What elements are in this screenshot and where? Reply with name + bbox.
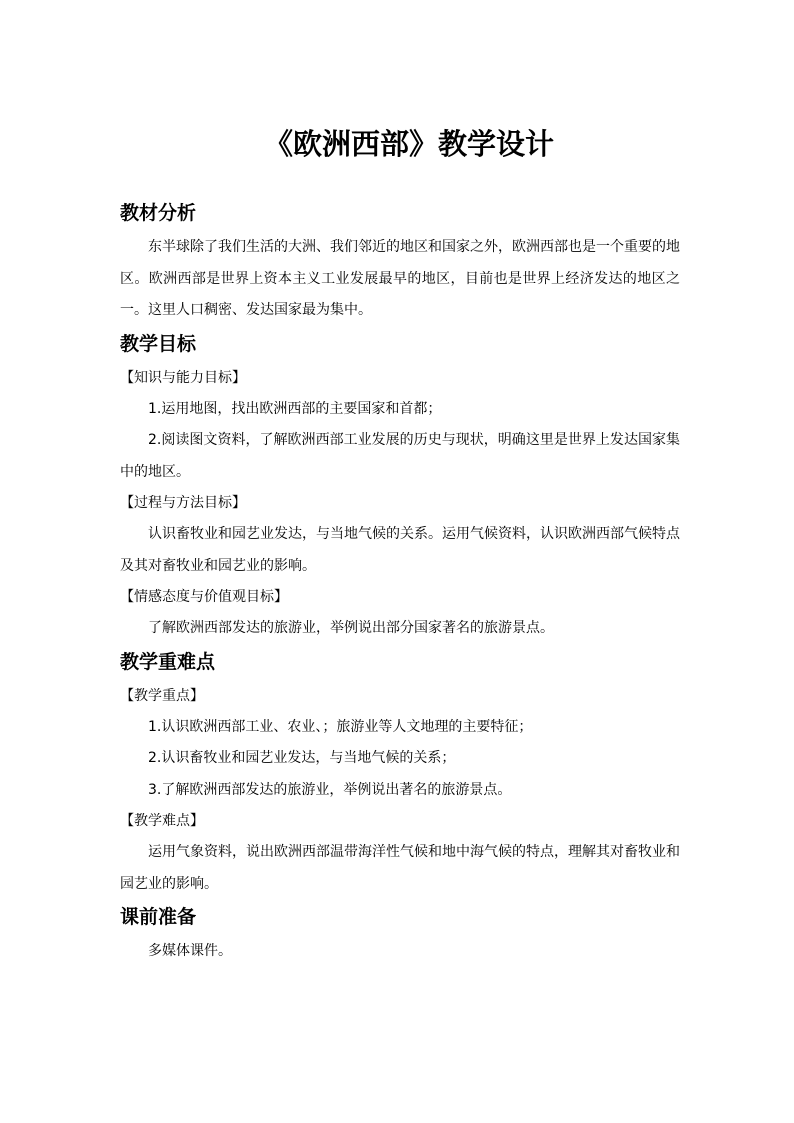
focus-item: 2.认识畜牧业和园艺业发达，与当地气候的关系；	[148, 750, 456, 766]
goal-emotion-paragraph: 了解欧洲西部发达的旅游业，举例说出部分国家著名的旅游景点。	[148, 620, 554, 636]
document-title: 《欧洲西部》教学设计	[263, 127, 554, 161]
section-preparation	[120, 902, 680, 968]
section-key-points	[120, 647, 680, 901]
section-textbook-analysis	[120, 198, 680, 327]
goal-knowledge-item: 2.阅读图文资料，了解欧洲西部工业发展的历史与现状，明确这里是世界上发达国家集中的地区。	[120, 432, 680, 480]
section-heading-keypoints: 教学重难点	[120, 650, 216, 673]
goal-emotion-label: 【情感态度与价值观目标】	[120, 589, 288, 605]
goal-knowledge-label: 【知识与能力目标】	[120, 369, 246, 386]
prep-paragraph: 多媒体课件。	[148, 943, 232, 959]
section-heading-prep: 课前准备	[120, 906, 197, 928]
difficulty-label: 【教学难点】	[120, 813, 204, 829]
analysis-paragraph: 东半球除了我们生活的大洲、我们邻近的地区和国家之外，欧洲西部也是一个重要的地区。欧洲西部是世界上资本主义工业发展最早的地区，目前也是世界上经济发达的地区之一。这里人口稠密、发达国家最为集中。	[120, 239, 680, 318]
section-heading-goals: 教学目标	[120, 332, 197, 355]
focus-item: 3.了解欧洲西部发达的旅游业，举例说出著名的旅游景点。	[148, 781, 512, 798]
goal-process-label: 【过程与方法目标】	[120, 495, 246, 511]
difficulty-paragraph: 运用气象资料，说出欧洲西部温带海洋性气候和地中海气候的特点，理解其对畜牧业和园艺业的影响。	[120, 844, 680, 892]
document-page	[120, 122, 680, 970]
focus-label: 【教学重点】	[120, 687, 204, 704]
goal-knowledge-item: 1.运用地图，找出欧洲西部的主要国家和首都；	[148, 400, 442, 417]
section-heading-analysis: 教材分析	[120, 202, 197, 224]
section-teaching-goals	[120, 329, 680, 645]
focus-item: 1.认识欧洲西部工业、农业、；旅游业等人文地理的主要特征；	[148, 718, 533, 735]
goal-process-paragraph: 认识畜牧业和园艺业发达，与当地气候的关系。运用气候资料，认识欧洲西部气候特点及其对畜牧业和园艺业的影响。	[120, 526, 680, 574]
